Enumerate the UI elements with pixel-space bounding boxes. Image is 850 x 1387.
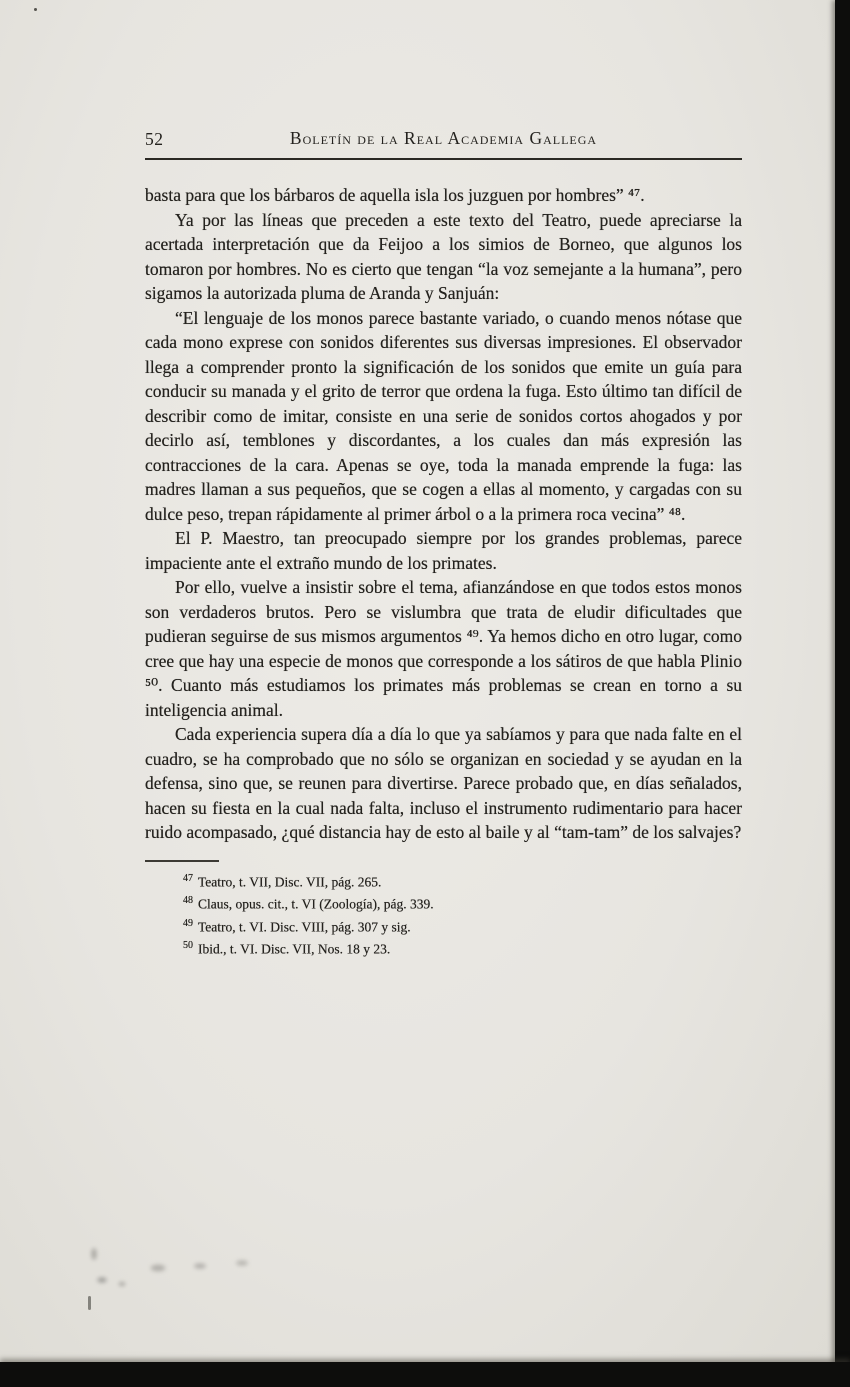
footnote-number: 47 <box>183 872 193 884</box>
paragraph: Ya por las líneas que preceden a este texto del Teatro, puede apreciarse la acertada interpretación que da Feijoo a los simios de Borneo, que algunos los tomaron por hombres. No es cierto que tengan “la voz semejante a la humana”, pero sigamos la autorizada pluma de Aranda y Sanjuán: <box>145 209 742 303</box>
scan-speck <box>88 1296 91 1310</box>
scan-speck <box>34 8 37 11</box>
paragraph: Cada experiencia supera día a día lo que ya sabíamos y para que nada falte en el cuadro, se ha comprobado que no sólo se organizan en sociedad y se ayudan en la defensa, sino que, se reunen para divertirse. Parece probado que, en días señalados, hacen su fiesta en la cual nada falta, incluso el instrumento rudimentario para hacer ruido acompasado, ¿qué distancia hay de esto al baile y al “tam-tam” de los salvajes? <box>145 724 742 842</box>
footnotes <box>145 869 742 959</box>
footnote-number: 50 <box>183 940 193 951</box>
footnote <box>145 914 742 937</box>
footnote <box>145 891 742 914</box>
paragraph: “El lenguaje de los monos parece bastante variado, o cuando menos nótase que cada mono exprese con sonidos diferentes sus diversas impresiones. El observador llega a comprender pronto la significación de los sonidos que emite un guía para conducir su manada y el grito de terror que ordena la fuga. Esto último tan difícil de describir como de imitar, consiste en una serie de sonidos cortos ahogados y por decirlo así, temblones y discordantes, a los cuales dan más expresión las contracciones de la cara. Apenas se oye, toda la manada emprende la fuga: las madres llaman a sus pequeños, que se cogen a ellas al momento, y cargadas con su dulce peso, trepan rápidamente al primer árbol o a la primera roca vecina” ⁴⁸. <box>145 307 742 524</box>
scan-edge-right <box>835 0 850 1387</box>
footnote-text: Ibid., t. VI. Disc. VII, Nos. 18 y 23. <box>198 941 391 957</box>
footnote-text: Claus, opus. cit., t. VI (Zoología), pág. 339. <box>198 896 434 912</box>
footnote <box>145 869 742 892</box>
paragraph: El P. Maestro, tan preocupado siempre por los grandes problemas, parece impaciente ante el extraño mundo de los primates. <box>145 528 742 573</box>
page-header <box>145 128 742 152</box>
footnote-separator-rule <box>145 860 219 862</box>
paragraph: Por ello, vuelve a insistir sobre el tema, afianzándose en que todos estos monos son verdaderos brutos. Pero se vislumbra que trata de eludir dificultades que pudieran seguirse de sus mismos argumentos ⁴⁹. Ya hemos dicho en otro lugar, como cree que hay una especie de monos que corresponde a los sátiros de que habla Plinio ⁵⁰. Cuanto más estudiamos los primates más problemas se crean en torno a su inteligencia animal. <box>145 577 742 720</box>
journal-title: Boletín de la Real Academia Gallega <box>289 128 598 148</box>
footnote <box>145 936 742 959</box>
footnote-text: Teatro, t. VII, Disc. VII, pág. 265. <box>198 874 382 889</box>
page-content <box>145 128 742 959</box>
paragraph: basta para que los bárbaros de aquella isla los juzguen por hombres” ⁴⁷. <box>145 185 645 205</box>
footnote-text: Teatro, t. VI. Disc. VIII, pág. 307 y sig. <box>198 919 411 934</box>
scan-edge-bottom <box>0 1362 850 1387</box>
scan-smudge <box>84 1236 294 1294</box>
footnote-number: 48 <box>183 895 193 906</box>
footnote-number: 49 <box>183 917 193 929</box>
header-rule <box>145 158 742 160</box>
page-number: 52 <box>145 129 164 149</box>
body-text <box>145 183 742 845</box>
